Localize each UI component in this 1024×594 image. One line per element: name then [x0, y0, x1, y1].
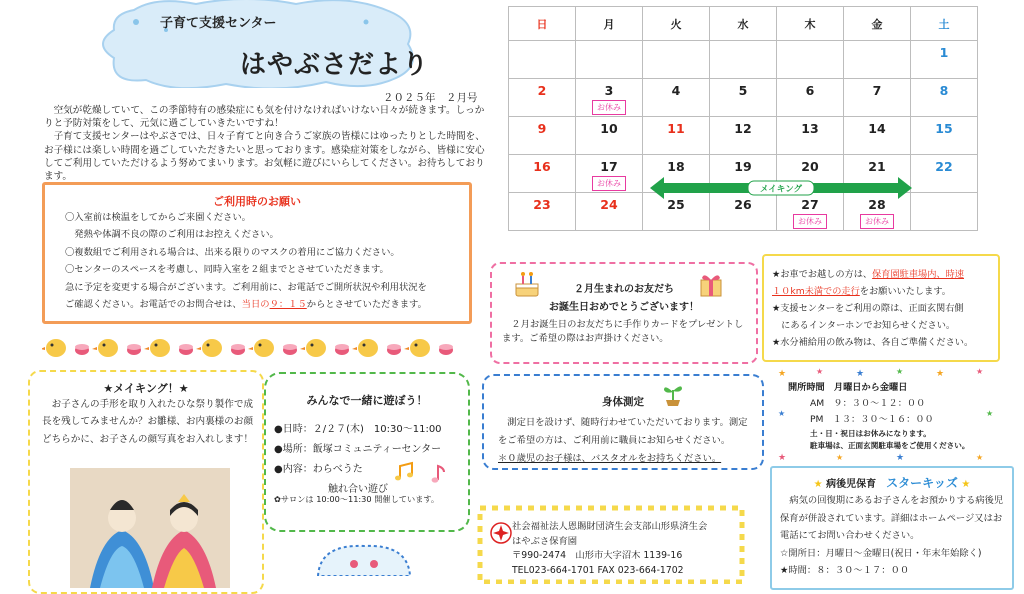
note-line: ★水分補給用の飲み物は、各自ご準備ください。 — [772, 337, 974, 348]
address-box — [476, 504, 746, 584]
calendar-day-holiday — [576, 193, 643, 231]
svg-text:★: ★ — [856, 369, 865, 379]
day-number: 25 — [667, 197, 685, 212]
org-name: 社会福祉法人恩賜財団済生会支部山形県済生会 — [512, 521, 708, 532]
star-kids-label: 病後児保育 — [826, 479, 877, 490]
calendar-day — [777, 79, 844, 117]
salon-note: ✿サロンは 10:00～11:30 開催しています。 — [274, 494, 440, 504]
note-suffix: をお願いいたします。 — [859, 286, 951, 297]
svg-text:★: ★ — [816, 367, 824, 376]
note-line: にあるインターホンでお知らせください。 — [772, 320, 956, 331]
notice-title: ご利用時のお願い — [213, 195, 301, 208]
note-highlight: 保育園駐車場内、時速 — [872, 269, 964, 280]
weekday-thu: 木 — [777, 7, 844, 41]
notice-line: 〇センターのスペースを考慮し、同時入室を２組までとさせていただきます。 — [65, 264, 389, 276]
address-details — [512, 520, 742, 578]
birthday-body: ２月お誕生日のお友だちに手作りカードをプレゼントします。ご希望の際はお声掛けください。 — [502, 319, 744, 344]
measurement-note: ＊０歳児のお子様は、バスタオルをお持ちください。 — [498, 453, 722, 464]
closed-badge: お休み — [592, 176, 626, 191]
weekday-sun: 日 — [509, 7, 576, 41]
calendar-day — [509, 79, 576, 117]
day-number: 8 — [939, 83, 949, 98]
opening-hours-box — [776, 366, 998, 462]
weekday-sat: 土 — [911, 7, 978, 41]
hours-line: AM ９：３０～１２：００ — [810, 398, 926, 409]
calendar-day — [911, 193, 978, 231]
star-icon: ★ — [957, 479, 971, 490]
calendar-day — [911, 117, 978, 155]
closed-badge: お休み — [592, 100, 626, 115]
weekday-mon: 月 — [576, 7, 643, 41]
hina-doll-photo — [70, 468, 230, 588]
hours-line: PM １３：３０～１６：００ — [810, 414, 934, 425]
closed-badge: お休み — [860, 214, 894, 229]
hours-line: 駐車場は、正面玄関駐車場をご使用ください。 — [810, 441, 970, 450]
calendar-day — [844, 117, 911, 155]
weekday-fri: 金 — [844, 7, 911, 41]
svg-text:★: ★ — [896, 453, 905, 462]
issue-date: ２０２５年 ２月号 — [383, 92, 478, 104]
day-number: 12 — [734, 121, 752, 136]
notice-line: 発熱や体調不良の際のご利用はお控えください。 — [65, 229, 279, 241]
note-line — [772, 283, 996, 300]
music-note-icon — [428, 462, 448, 486]
svg-text:★: ★ — [778, 409, 786, 418]
calendar-day — [509, 41, 576, 79]
svg-text:★: ★ — [986, 409, 994, 418]
svg-text:★: ★ — [836, 453, 844, 462]
calendar-day — [911, 155, 978, 193]
birthday-line-1: ２月生まれのお友だち — [574, 284, 674, 295]
calendar-day-holiday — [509, 193, 576, 231]
weekday-wed: 水 — [710, 7, 777, 41]
play-place-label: ●場所： — [274, 444, 313, 455]
star-kids-body — [780, 492, 1008, 580]
calendar-day — [643, 41, 710, 79]
intro-paragraph-1: 空気が乾燥していて、この季節特有の感染症にも気を付けなければいけない日々が続きます。しっかりと予防対策をして、元気に過ごしていきたいですね！ — [44, 105, 485, 130]
svg-text:★: ★ — [976, 453, 984, 462]
play-place-value: 飯塚コミュニティーセンター — [312, 444, 442, 455]
play-date-value: ２/２７(木) 10:30～11:00 — [312, 424, 442, 435]
star-kids-days: ☆開所日：月曜日～金曜日(祝日・年末年始除く) — [780, 547, 982, 559]
day-number: 13 — [801, 121, 819, 136]
intro-text — [44, 104, 488, 183]
hours-line: 開所時間 月曜日から金曜日 — [788, 382, 908, 393]
calendar-day — [844, 79, 911, 117]
calendar-day — [576, 79, 643, 117]
svg-text:★: ★ — [778, 453, 787, 462]
day-number: 4 — [671, 83, 681, 98]
day-number: 2 — [537, 83, 547, 98]
day-number: 21 — [868, 159, 886, 174]
birthday-line-2: お誕生日おめでとうございます！ — [549, 302, 699, 313]
day-number: 27 — [801, 197, 819, 212]
postal-address: 〒990-2474 山形市大字沼木 1139-16 — [512, 550, 683, 561]
phone-fax: TEL023-664-1701 FAX 023-664-1702 — [512, 564, 684, 576]
svg-text:★: ★ — [778, 369, 787, 379]
day-number: 1 — [939, 45, 949, 60]
center-name: 子育て支援センター — [160, 16, 277, 31]
play-content-value: 触れ合い遊び — [328, 484, 388, 495]
chick-border-decoration — [42, 330, 472, 360]
day-number: 10 — [600, 121, 618, 136]
day-number: 11 — [667, 121, 685, 136]
day-number: 26 — [734, 197, 752, 212]
drum-icon — [75, 344, 89, 355]
intro-paragraph-2: 子育て支援センターはやぶさでは、日々子育てと向き合うご家族の皆様にはゆったりとした時間を、お子様には楽しい時間を過ごしていただきたいと思っております。感染症対策をしながら、皆様に安心してご利用していただけるよう努めてまいります。お気軽に遊びにいらしてください。お待ちしております。 — [44, 131, 485, 183]
making-box — [28, 370, 264, 594]
day-number: 24 — [600, 197, 618, 212]
usage-notice-box — [42, 182, 472, 324]
day-number: 23 — [533, 197, 551, 212]
calendar-day — [710, 79, 777, 117]
notice-line: 急に予定を変更する場合がございます。ご利用前に、お電話でご開所状況や利用状況を — [65, 281, 427, 293]
call-time-suffix: からとさせていただきます。 — [306, 299, 427, 311]
note-line — [772, 266, 996, 283]
calendar-day — [576, 41, 643, 79]
star-kids-title — [772, 474, 1012, 491]
svg-text:★: ★ — [976, 367, 984, 376]
day-number: 16 — [533, 159, 551, 174]
play-date-label: ●日時： — [274, 424, 313, 435]
day-number: 9 — [537, 121, 547, 136]
day-number: 28 — [868, 197, 886, 212]
measurement-title: 身体測定 — [602, 396, 644, 408]
nursery-name: はやぶさ保育園 — [512, 535, 578, 547]
measurement-text: 測定日を設けず、随時行わせていただいております。測定をご希望の方は、ご利用前に職員にお知らせください。 — [498, 417, 748, 446]
body-measurement-box — [482, 374, 764, 470]
play-place — [274, 440, 468, 460]
calendar-day — [576, 117, 643, 155]
calendar-day — [911, 41, 978, 79]
music-note-icon — [392, 460, 416, 484]
star-kids-time: ★時間：８：３０～１７：００ — [780, 565, 910, 577]
note-prefix: ★お車でお越しの方は、 — [772, 269, 873, 280]
notice-body — [65, 209, 465, 313]
day-number: 18 — [667, 159, 685, 174]
day-number: 19 — [734, 159, 752, 174]
notice-line: 〇複数組でご利用される場合は、出来る限りのマスクの着用にご協力ください。 — [65, 246, 400, 258]
chick-icon — [42, 339, 66, 357]
star-icon: ★ — [813, 479, 827, 490]
visitor-notes-box — [762, 254, 1000, 362]
notice-line: ご確認ください。お電話でのお問合せは、 — [65, 299, 242, 311]
saiseikai-logo-icon — [490, 522, 512, 544]
character-decoration — [314, 540, 414, 576]
calendar-day — [911, 79, 978, 117]
calendar-day — [509, 117, 576, 155]
notice-line: 〇入室前は検温をしてからご来園ください。 — [65, 212, 251, 223]
opening-hours — [788, 380, 988, 452]
star-kids-box — [770, 466, 1014, 590]
note-line: ★支援センターをご利用の際は、正面玄関右側 — [772, 303, 964, 314]
notice-line-last — [65, 296, 465, 313]
calendar-day — [643, 79, 710, 117]
day-number: 17 — [600, 159, 618, 174]
birthday-box — [490, 262, 758, 364]
star-kids-name: スターキッズ — [886, 476, 958, 490]
making-event-label: メイキング — [759, 184, 803, 195]
star-kids-text: 病気の回復期にあるお子さんをお預かりする病後児保育が併設されています。詳細はホームページ又はお電話にてお問い合わせください。 — [780, 495, 1004, 542]
calendar-day — [844, 41, 911, 79]
calendar-day — [576, 155, 643, 193]
hours-line: 土・日・祝日はお休みになります。 — [810, 429, 931, 438]
day-number: 3 — [604, 83, 614, 98]
day-number: 20 — [801, 159, 819, 174]
day-number: 14 — [868, 121, 886, 136]
calendar-day-holiday — [643, 117, 710, 155]
measurement-body — [498, 414, 756, 468]
day-number: 22 — [935, 159, 953, 174]
day-number: 7 — [872, 83, 882, 98]
weekday-tue: 火 — [643, 7, 710, 41]
visitor-notes — [772, 266, 996, 351]
call-time: ９：１５ — [269, 299, 307, 311]
play-together-box — [264, 372, 470, 532]
newsletter-title: はやぶさだより — [240, 50, 430, 80]
making-body: お子さんの手形を取り入れたひな祭り製作で成長を残してみませんか？お雛様、お内裏様のお顔どちらかに、お子さんの顔写真をお入れします！ — [42, 399, 254, 445]
play-content-label: ●内容： — [274, 464, 313, 475]
making-title: ★メイキング！★ — [103, 382, 189, 395]
svg-text:★: ★ — [896, 367, 904, 376]
play-title: みんなで一緒に遊ぼう！ — [306, 394, 428, 407]
play-date — [274, 420, 468, 440]
play-content-value: わらべうた — [312, 464, 363, 475]
calendar-day — [509, 155, 576, 193]
day-number: 5 — [738, 83, 748, 98]
day-number: 6 — [805, 83, 815, 98]
closed-badge: お休み — [793, 214, 827, 229]
calendar-day — [777, 117, 844, 155]
call-time-prefix: 当日の — [241, 299, 270, 311]
note-highlight: １０km未満での走行 — [772, 286, 860, 297]
calendar-day — [710, 117, 777, 155]
making-event-arrow — [650, 176, 912, 200]
calendar-day — [710, 41, 777, 79]
calendar-day — [777, 41, 844, 79]
day-number: 15 — [935, 121, 953, 136]
svg-text:★: ★ — [936, 369, 945, 379]
play-details — [274, 420, 468, 500]
